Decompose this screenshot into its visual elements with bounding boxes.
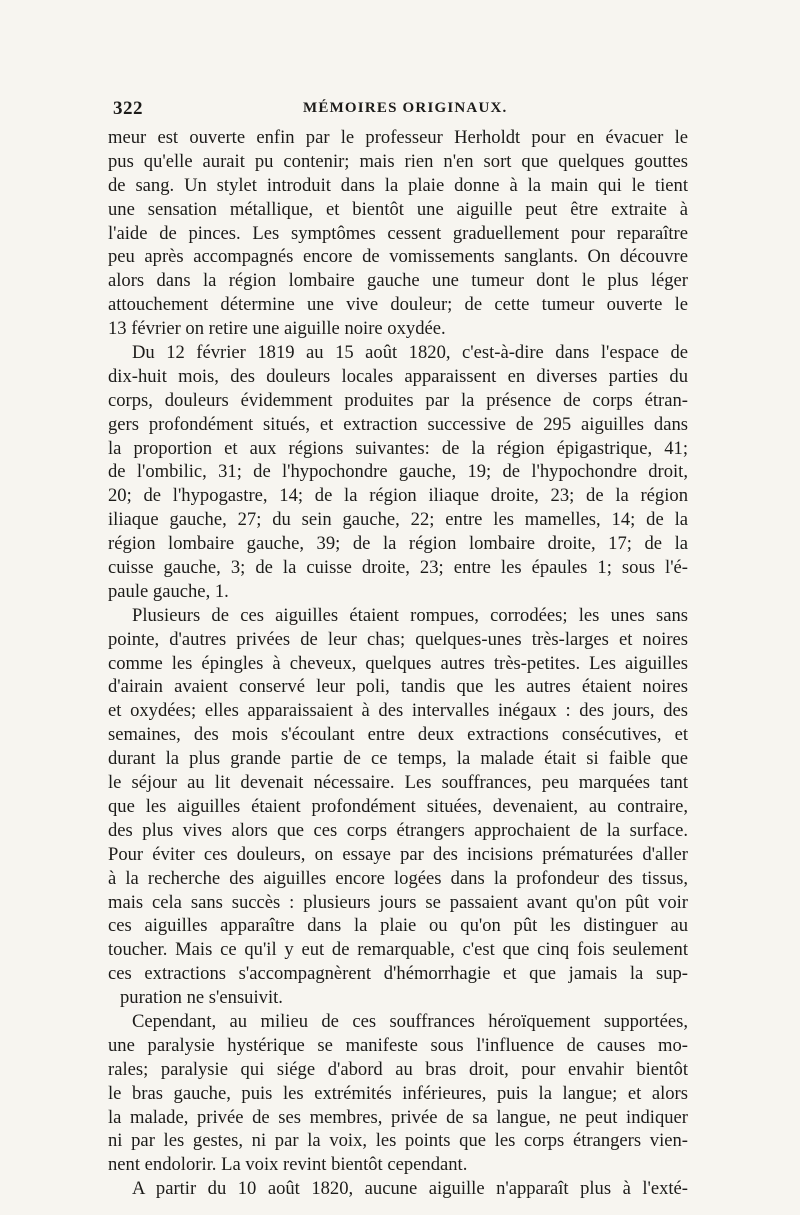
text-line: gers profondément situés, et extraction successive de 295 aiguilles dans bbox=[108, 413, 688, 435]
text-line: toucher. Mais ce qu'il y eut de remarquable, c'est que cinq fois seulement bbox=[108, 939, 688, 961]
body-text bbox=[108, 126, 688, 1201]
text-line: d'airain avaient conservé leur poli, tandis que les autres étaient noires bbox=[108, 676, 688, 698]
text-line: région lombaire gauche, 39; de la région lombaire droite, 17; de la bbox=[108, 533, 688, 555]
text-line: l'aide de pinces. Les symptômes cessent graduellement pour reparaître bbox=[108, 222, 688, 244]
text-line: le séjour au lit devenait nécessaire. Les souffrances, peu marquées tant bbox=[108, 772, 688, 794]
running-title: MÉMOIRES ORIGINAUX. bbox=[303, 100, 508, 116]
text-line: meur est ouverte enfin par le professeur Herholdt pour en évacuer le bbox=[108, 127, 688, 148]
text-line: peu après accompagnés encore de vomissements sanglants. On découvre bbox=[108, 246, 688, 268]
text-line: des plus vives alors que ces corps étrangers approchaient de la surface. bbox=[108, 819, 688, 841]
page-header bbox=[113, 98, 690, 122]
text-line: durant la plus grande partie de ce temps, la malade était si faible que bbox=[108, 748, 688, 770]
text-line: nent endolorir. La voix revint bientôt cependant. bbox=[108, 1154, 468, 1176]
text-line: alors dans la région lombaire gauche une tumeur dont le plus léger bbox=[108, 270, 688, 292]
text-line: que les aiguilles étaient profondément situées, devenaient, au contraire, bbox=[108, 795, 688, 817]
text-line: pointe, d'autres privées de leur chas; quelques-unes très-larges et noires bbox=[108, 628, 688, 650]
text-line: cuisse gauche, 3; de la cuisse droite, 23; entre les épaules 1; sous l'é- bbox=[108, 557, 688, 579]
text-line: 20; de l'hypogastre, 14; de la région iliaque droite, 23; de la région bbox=[108, 485, 688, 507]
text-line: rales; paralysie qui siége d'abord au bras droit, pour envahir bientôt bbox=[108, 1058, 688, 1080]
text-line: Cependant, au milieu de ces souffrances héroïquement supportées, bbox=[132, 1010, 688, 1032]
text-line: Plusieurs de ces aiguilles étaient rompues, corrodées; les unes sans bbox=[132, 604, 688, 626]
text-line: le bras gauche, puis les extrémités inférieures, puis la langue; et alors bbox=[108, 1082, 688, 1104]
text-line: corps, douleurs évidemment produites par la présence de corps étran- bbox=[108, 389, 688, 411]
text-line: iliaque gauche, 27; du sein gauche, 22; entre les mamelles, 14; de la bbox=[108, 509, 688, 531]
text-line: ces aiguilles apparaître dans la plaie ou qu'on pût les distinguer au bbox=[108, 915, 688, 937]
text-line: la malade, privée de ses membres, privée de sa langue, ne peut indiquer bbox=[108, 1106, 688, 1128]
text-line: de sang. Un stylet introduit dans la plaie donne à la main qui le tient bbox=[108, 174, 688, 196]
text-line: puration ne s'ensuivit. bbox=[120, 987, 283, 1009]
text-line: une sensation métallique, et bientôt une aiguille peut être extraite à bbox=[108, 198, 688, 220]
text-line: et oxydées; elles apparaissaient à des intervalles inégaux : des jours, des bbox=[108, 700, 688, 722]
text-line: mais cela sans succès : plusieurs jours se passaient avant qu'on pût voir bbox=[108, 891, 688, 913]
text-line: une paralysie hystérique se manifeste sous l'influence de causes mo- bbox=[108, 1034, 688, 1056]
text-line: Du 12 février 1819 au 15 août 1820, c'est-à-dire dans l'espace de bbox=[132, 342, 688, 364]
text-line: ni par les gestes, ni par la voix, les points que les corps étrangers vien- bbox=[108, 1130, 688, 1152]
text-line: attouchement détermine une vive douleur; de cette tumeur ouverte le bbox=[108, 294, 688, 316]
page-number: 322 bbox=[113, 98, 143, 119]
text-line: pus qu'elle aurait pu contenir; mais rien n'en sort que quelques gouttes bbox=[108, 150, 688, 172]
text-line: la proportion et aux régions suivantes: de la région épigastrique, 41; bbox=[108, 437, 688, 459]
text-line: comme les épingles à cheveux, quelques autres très-petites. Les aiguilles bbox=[108, 652, 688, 674]
text-line: ces extractions s'accompagnèrent d'hémorrhagie et que jamais la sup- bbox=[108, 963, 688, 985]
text-line: paule gauche, 1. bbox=[108, 580, 229, 602]
text-line: de l'ombilic, 31; de l'hypochondre gauche, 19; de l'hypochondre droit, bbox=[108, 461, 688, 483]
text-line: A partir du 10 août 1820, aucune aiguille n'apparaît plus à l'exté- bbox=[132, 1178, 688, 1200]
text-line: dix-huit mois, des douleurs locales apparaissent en diverses parties du bbox=[108, 365, 688, 387]
text-line: 13 février on retire une aiguille noire oxydée. bbox=[108, 318, 446, 340]
text-line: Pour éviter ces douleurs, on essaye par des incisions prématurées d'aller bbox=[108, 843, 688, 865]
text-line: semaines, des mois s'écoulant entre deux extractions consécutives, et bbox=[108, 724, 688, 746]
text-line: à la recherche des aiguilles encore logées dans la profondeur des tissus, bbox=[108, 867, 688, 889]
